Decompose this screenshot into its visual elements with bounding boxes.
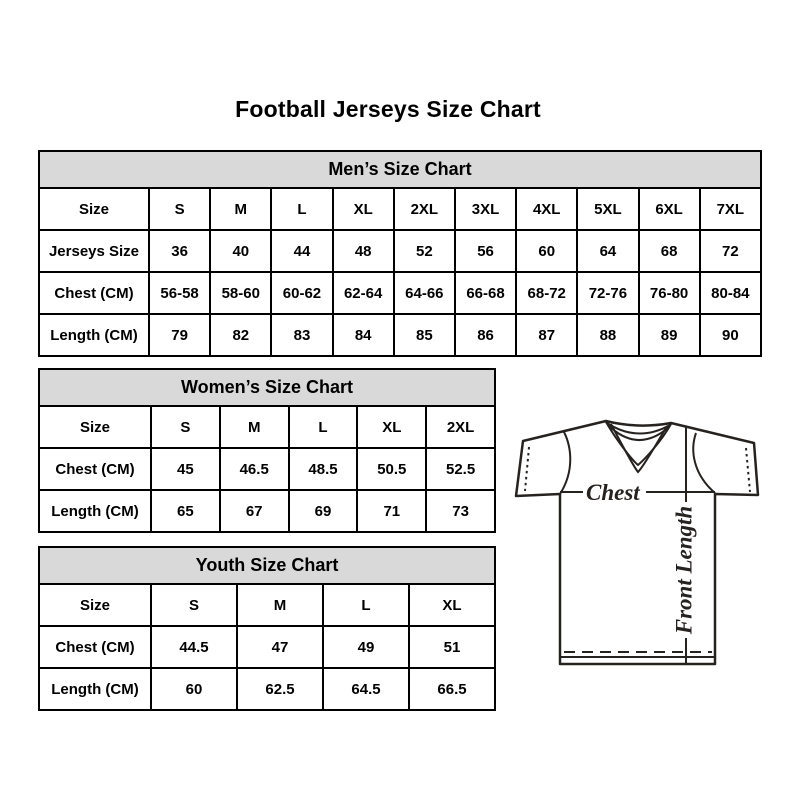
value-cell: 88 — [577, 314, 638, 356]
value-cell: XL — [333, 188, 394, 230]
value-cell: 80-84 — [700, 272, 761, 314]
value-cell: 76-80 — [639, 272, 700, 314]
table-row — [39, 490, 495, 532]
section-title: Men’s Size Chart — [39, 151, 761, 188]
value-cell: 56 — [455, 230, 516, 272]
value-cell: 62.5 — [237, 668, 323, 710]
value-cell: 6XL — [639, 188, 700, 230]
value-cell: 48 — [333, 230, 394, 272]
value-cell: 48.5 — [289, 448, 358, 490]
row-label-cell: Size — [39, 584, 151, 626]
front-length-label: Front Length — [671, 505, 697, 635]
value-cell: XL — [357, 406, 426, 448]
value-cell: 52.5 — [426, 448, 495, 490]
value-cell: 44.5 — [151, 626, 237, 668]
row-label-cell: Chest (CM) — [39, 448, 151, 490]
value-cell: 51 — [409, 626, 495, 668]
section-title: Youth Size Chart — [39, 547, 495, 584]
value-cell: 64 — [577, 230, 638, 272]
value-cell: L — [289, 406, 358, 448]
row-label-cell: Length (CM) — [39, 668, 151, 710]
row-label-cell: Size — [39, 406, 151, 448]
value-cell: L — [323, 584, 409, 626]
value-cell: 73 — [426, 490, 495, 532]
value-cell: M — [210, 188, 271, 230]
row-label-cell: Length (CM) — [39, 490, 151, 532]
value-cell: 82 — [210, 314, 271, 356]
value-cell: 58-60 — [210, 272, 271, 314]
table-row — [39, 188, 761, 230]
value-cell: 84 — [333, 314, 394, 356]
value-cell: L — [271, 188, 332, 230]
section-header-row — [39, 151, 761, 188]
value-cell: XL — [409, 584, 495, 626]
value-cell: 72 — [700, 230, 761, 272]
row-label-cell: Chest (CM) — [39, 272, 149, 314]
value-cell: 62-64 — [333, 272, 394, 314]
value-cell: 49 — [323, 626, 409, 668]
row-label-cell: Length (CM) — [39, 314, 149, 356]
value-cell: S — [151, 406, 220, 448]
value-cell: 79 — [149, 314, 210, 356]
value-cell: 87 — [516, 314, 577, 356]
value-cell: 68-72 — [516, 272, 577, 314]
value-cell: 46.5 — [220, 448, 289, 490]
value-cell: 60-62 — [271, 272, 332, 314]
value-cell: 86 — [455, 314, 516, 356]
row-label-cell: Chest (CM) — [39, 626, 151, 668]
value-cell: 64.5 — [323, 668, 409, 710]
value-cell: 52 — [394, 230, 455, 272]
table-row — [39, 314, 761, 356]
value-cell: 68 — [639, 230, 700, 272]
value-cell: 7XL — [700, 188, 761, 230]
womens-size-chart-table — [38, 368, 496, 533]
row-label-cell: Jerseys Size — [39, 230, 149, 272]
value-cell: 60 — [151, 668, 237, 710]
value-cell: 66.5 — [409, 668, 495, 710]
value-cell: 56-58 — [149, 272, 210, 314]
value-cell: 47 — [237, 626, 323, 668]
value-cell: 72-76 — [577, 272, 638, 314]
mens-size-chart-table — [38, 150, 762, 357]
table-row — [39, 626, 495, 668]
value-cell: 36 — [149, 230, 210, 272]
value-cell: 90 — [700, 314, 761, 356]
value-cell: 64-66 — [394, 272, 455, 314]
value-cell: 3XL — [455, 188, 516, 230]
value-cell: 85 — [394, 314, 455, 356]
value-cell: 45 — [151, 448, 220, 490]
value-cell: 5XL — [577, 188, 638, 230]
table-row — [39, 448, 495, 490]
value-cell: 71 — [357, 490, 426, 532]
value-cell: 69 — [289, 490, 358, 532]
row-label-cell: Size — [39, 188, 149, 230]
jersey-outline — [516, 421, 758, 664]
value-cell: M — [237, 584, 323, 626]
section-header-row — [39, 369, 495, 406]
section-title: Women’s Size Chart — [39, 369, 495, 406]
value-cell: 65 — [151, 490, 220, 532]
table-row — [39, 230, 761, 272]
value-cell: 4XL — [516, 188, 577, 230]
chest-label: Chest — [586, 480, 640, 505]
table-row — [39, 584, 495, 626]
value-cell: 2XL — [426, 406, 495, 448]
value-cell: 50.5 — [357, 448, 426, 490]
youth-size-chart-table — [38, 546, 496, 711]
jersey-measurement-diagram — [498, 398, 778, 678]
value-cell: 66-68 — [455, 272, 516, 314]
value-cell: 89 — [639, 314, 700, 356]
value-cell: M — [220, 406, 289, 448]
page-title: Football Jerseys Size Chart — [235, 96, 541, 122]
value-cell: 44 — [271, 230, 332, 272]
value-cell: 83 — [271, 314, 332, 356]
value-cell: 60 — [516, 230, 577, 272]
value-cell: S — [149, 188, 210, 230]
table-row — [39, 406, 495, 448]
value-cell: 40 — [210, 230, 271, 272]
section-header-row — [39, 547, 495, 584]
value-cell: 67 — [220, 490, 289, 532]
table-row — [39, 668, 495, 710]
value-cell: S — [151, 584, 237, 626]
table-row — [39, 272, 761, 314]
value-cell: 2XL — [394, 188, 455, 230]
